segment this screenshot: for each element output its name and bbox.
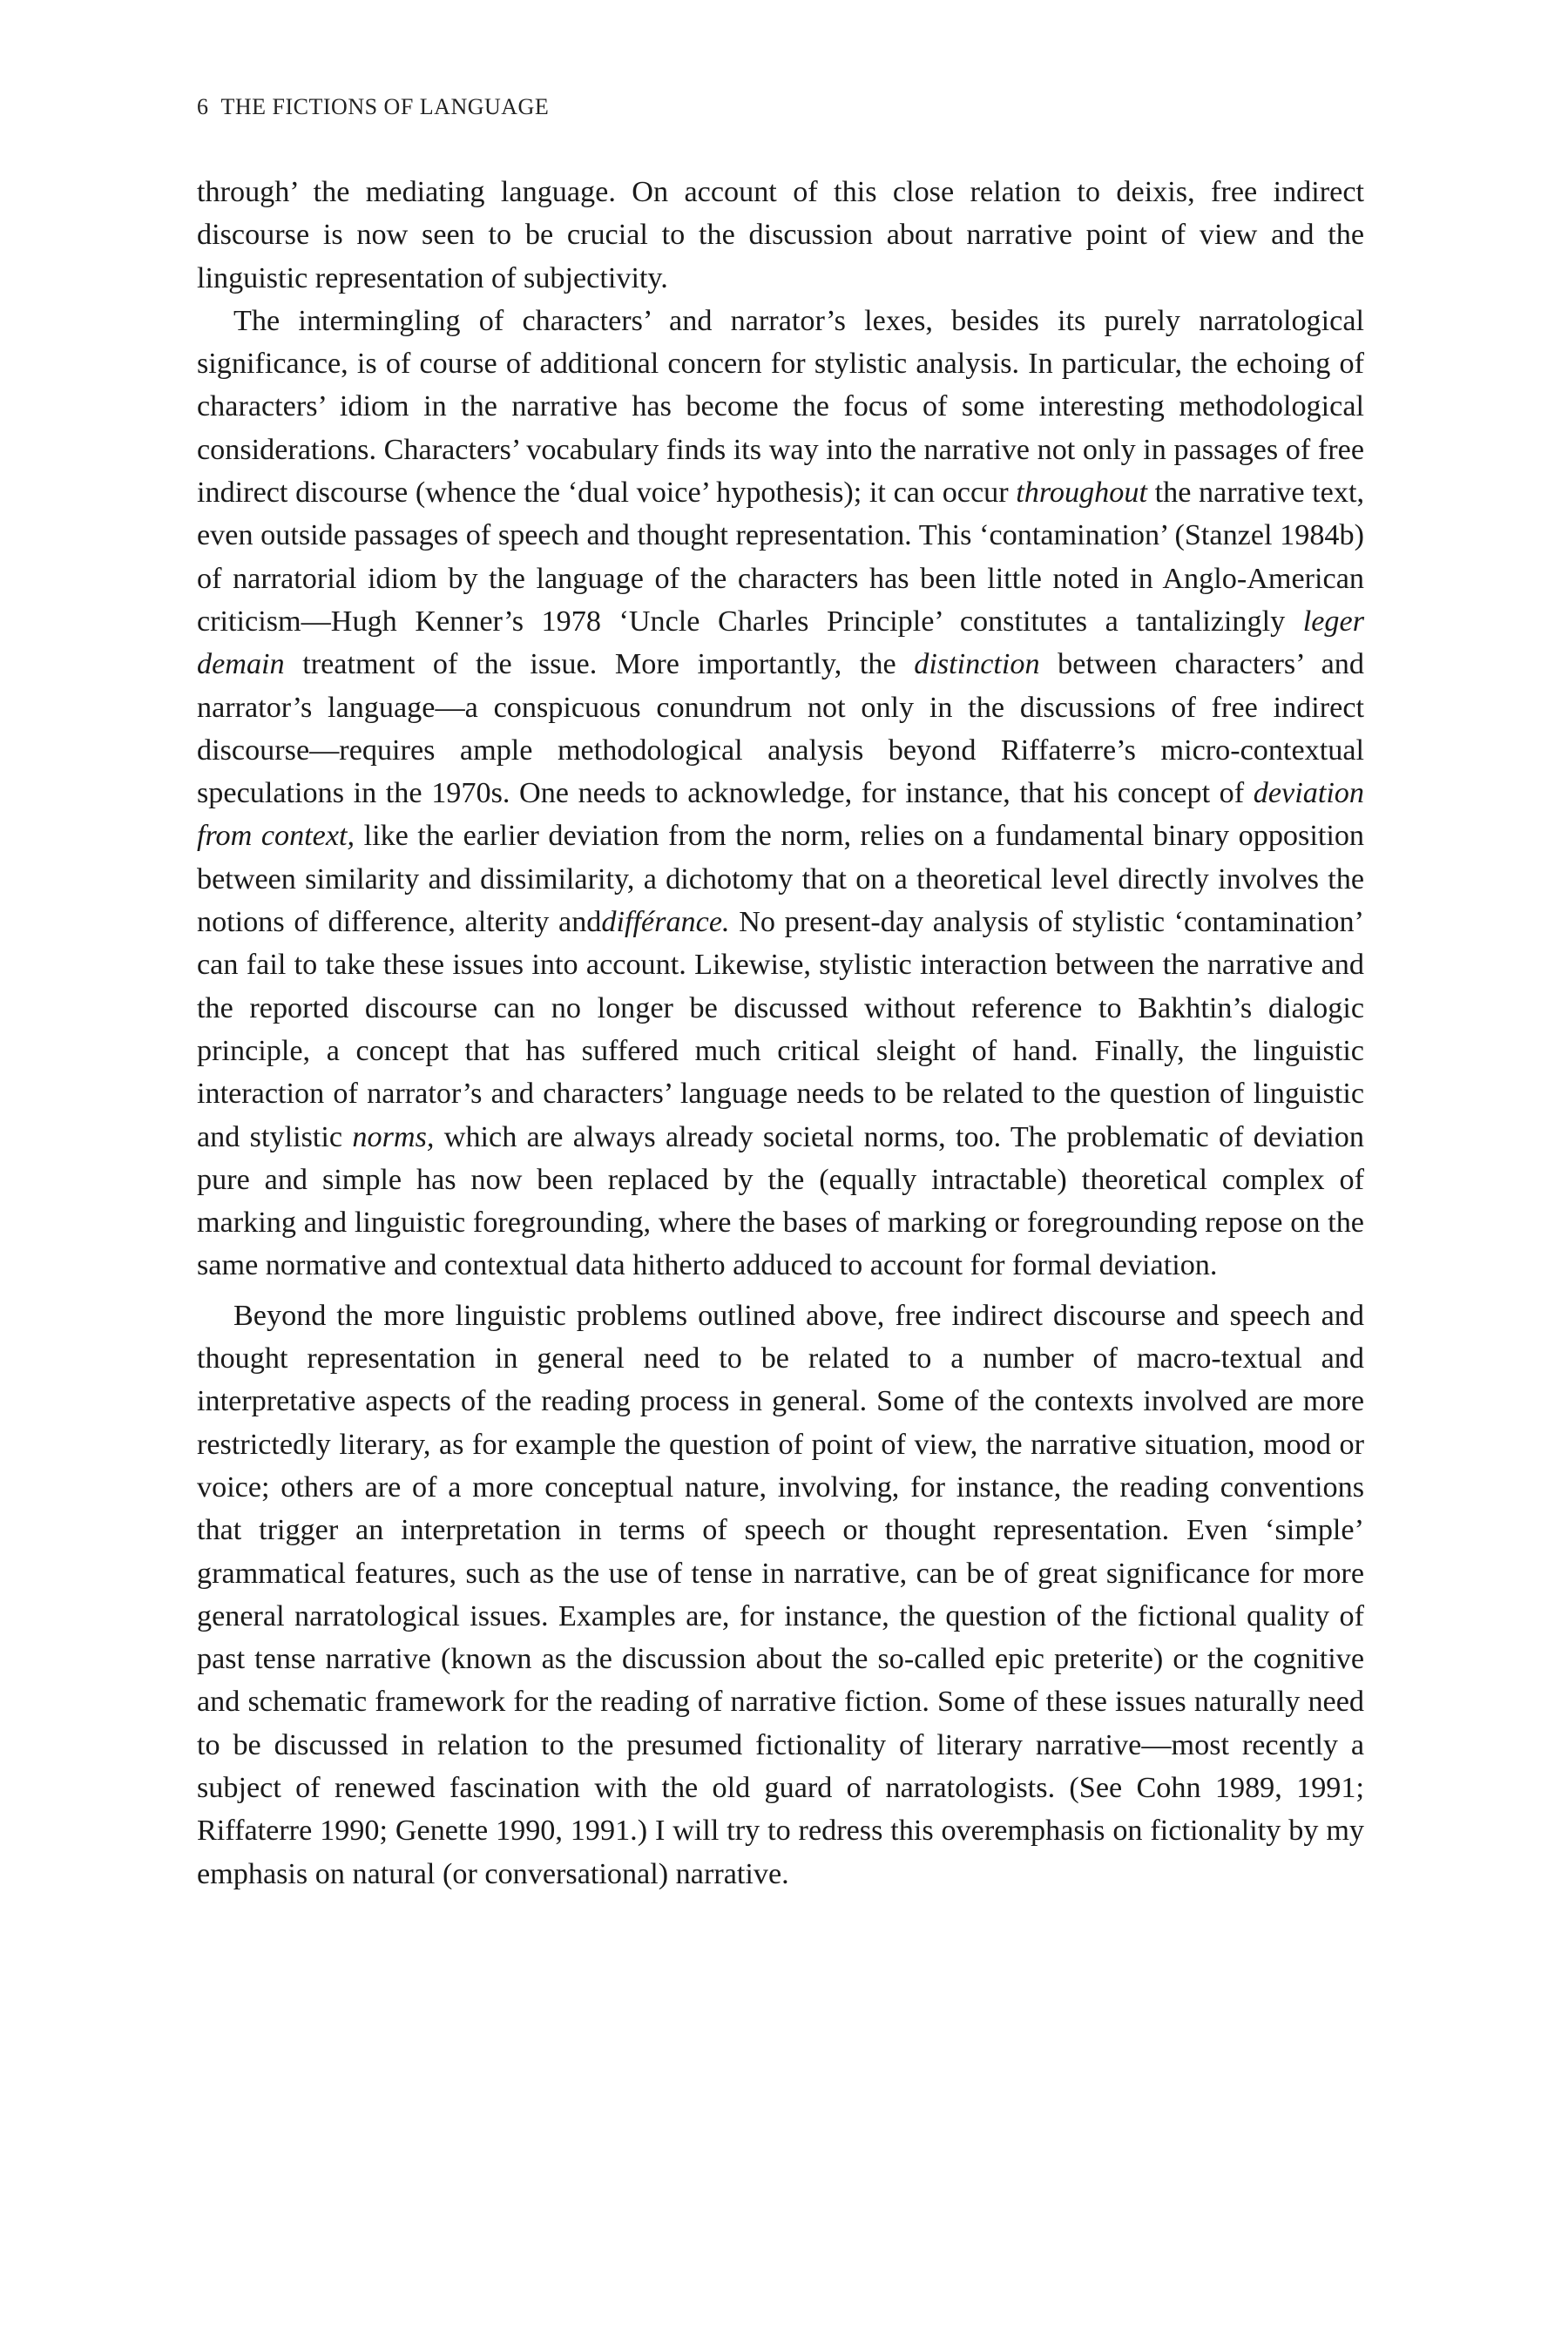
running-head <box>197 94 549 120</box>
italic-phrase: différance. <box>601 906 730 939</box>
text-run: through’ the mediating language. On account of this close relation to deixis, free indirect discourse is now seen to be crucial to the discussion about narrative point of view and the linguistic representation of subjectivity. <box>197 176 1364 294</box>
text-run: No present-day analysis of stylistic ‘contamination’ can fail to take these issues into account. Likewise, stylistic interaction between the narrative and the reported discourse can no longer be discussed without reference to Bakhtin’s dialogic principle, a concept that has suffered much critical sleight of hand. Finally, the linguistic interaction of narrator’s and characters’ language needs to be related to the question of linguistic and stylistic <box>197 906 1364 1153</box>
text-run: like the earlier deviation from the norm, relies on a fundamental binary opposition between similarity and dissimilarity, a dichotomy that on a theoretical level directly involves the notions of difference, alterity and <box>197 820 1365 939</box>
paragraph <box>197 1294 1364 1896</box>
text-run: which are always already societal norms, too. The problematic of deviation pure and simple has now been replaced by the (equally intractable) theoretical complex of marking and linguistic foregrounding, where the bases of marking or foregrounding repose on the same normative and contextual data hitherto adduced to account for formal deviation. <box>197 1120 1364 1282</box>
italic-phrase: throughout <box>1016 476 1147 510</box>
italic-phrase: deviation from context, <box>197 777 1364 853</box>
italic-phrase: distinction <box>914 648 1040 681</box>
text-run: treatment of the issue. More importantly, the <box>284 648 915 681</box>
italic-phrase: leger demain <box>197 605 1364 681</box>
text-run: Beyond the more linguistic problems outlined above, free indirect discourse and speech and thought representation in general need to be related to a number of macro-textual and interpretative aspects of the reading process in general. Some of the contexts involved are more restrictedly literary, as for example the question of point of view, the narrative situation, mood or voice; others are of a more conceptual nature, involving, for instance, the reading conventions that trigger an interpretation in terms of speech or thought representation. Even ‘simple’ grammatical features, such as the use of tense in narrative, can be of great significance for more general narratological issues. Examples are, for instance, the question of the fictional quality of past tense narrative (known as the discussion about the so-called epic preterite) or the cognitive and schematic framework for the reading of narrative fiction. Some of these issues naturally need to be discussed in relation to the presumed fictionality of literary narrative—most recently a subject of renewed fascination with the old guard of narratologists. (See Cohn 1989, 1991; Riffaterre 1990; Genette 1990, 1991.) I will try to redress this overemphasis on fictionality by my emphasis on natural (or conversational) narrative. <box>197 1299 1364 1890</box>
running-title: THE FICTIONS OF LANGUAGE <box>220 94 550 119</box>
italic-phrase: norms, <box>352 1120 435 1153</box>
text-run: The intermingling of characters’ and narrator’s lexes, besides its purely narratological significance, is of course of additional concern for stylistic analysis. In particular, the echoing of characters’ idiom in the narrative has become the focus of some interesting methodological considerations. Characters’ vocabulary finds its way into the narrative not only in passages of free indirect discourse (whence the ‘dual voice’ hypothesis); it can occur <box>197 304 1364 510</box>
body-text <box>197 171 1364 1896</box>
paragraph <box>197 300 1364 1288</box>
text-run: the narrative text, even outside passages of speech and thought representation. This ‘contamination’ (Stanzel 1984b) of narratorial idiom by the language of the characters has been little noted in Anglo-American criticism—Hugh Kenner’s 1978 ‘Uncle Charles Principle’ constitutes a tantalizingly <box>197 476 1364 638</box>
text-run: between characters’ and narrator’s language—a conspicuous conundrum not only in the discussions of free indirect discourse—requires ample methodological analysis beyond Riffaterre’s micro-contextual speculations in the 1970s. One needs to acknowledge, for instance, that his concept of <box>197 648 1364 810</box>
page-number: 6 <box>197 94 209 119</box>
paragraph <box>197 171 1364 300</box>
